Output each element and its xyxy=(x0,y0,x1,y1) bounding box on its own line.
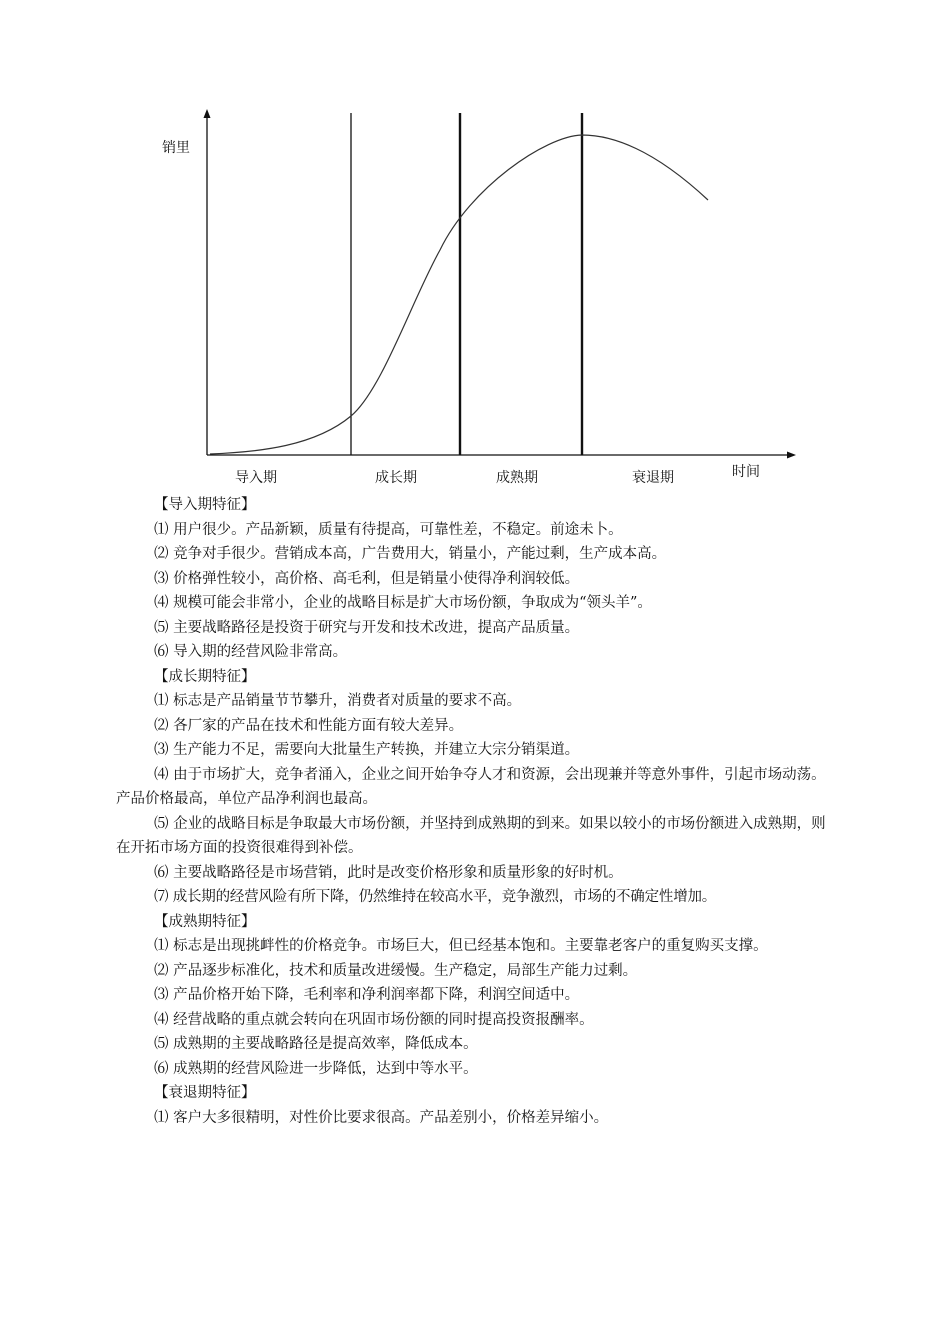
stage-label-intro: 导入期 xyxy=(235,470,277,486)
stage-label-growth: 成长期 xyxy=(375,470,417,486)
list-item: ⑸ 企业的战略目标是争取最大市场份额，并坚持到成熟期的到来。如果以较小的市场份额进入成熟期，则在开拓市场方面的投资很难得到补偿。 xyxy=(116,815,826,856)
list-item: ⑴ 用户很少。产品新颖，质量有待提高，可靠性差，不稳定。前途未卜。 xyxy=(154,521,623,538)
list-item: ⑺ 成长期的经营风险有所下降，仍然维持在较高水平，竞争激烈，市场的不确定性增加。 xyxy=(154,889,717,905)
list-item: ⑵ 竞争对手很少。营销成本高，广告费用大，销量小，产能过剩，生产成本高。 xyxy=(154,546,667,562)
section-decline xyxy=(116,1081,838,1130)
list-item: ⑶ 生产能力不足，需要向大批量生产转换，并建立大宗分销渠道。 xyxy=(154,742,580,758)
x-axis-label: 时间 xyxy=(732,464,760,480)
document-body xyxy=(116,493,838,1130)
list-item: ⑴ 标志是产品销量节节攀升，消费者对质量的要求不高。 xyxy=(154,693,522,709)
list-item: ⑹ 成熟期的经营风险进一步降低，达到中等水平。 xyxy=(154,1060,478,1077)
list-item: ⑷ 规模可能会非常小，企业的战略目标是扩大市场份额，争取成为“领头羊”。 xyxy=(154,595,652,611)
list-item: ⑴ 客户大多很精明，对性价比要求很高。产品差别小，价格差异缩小。 xyxy=(154,1109,609,1126)
section-growth xyxy=(116,665,838,910)
list-item: ⑶ 产品价格开始下降，毛利率和净利润率都下降，利润空间适中。 xyxy=(154,987,580,1003)
list-item: ⑴ 标志是出现挑衅性的价格竞争。市场巨大，但已经基本饱和。主要靠老客户的重复购买支撑。 xyxy=(154,938,768,954)
list-item: ⑵ 产品逐步标准化，技术和质量改进缓慢。生产稳定，局部生产能力过剩。 xyxy=(154,962,638,979)
list-item: ⑶ 价格弹性较小，高价格、高毛利，但是销量小使得净利润较低。 xyxy=(154,570,580,587)
product-life-cycle-figure xyxy=(150,100,810,490)
list-item: ⑷ 经营战略的重点就会转向在巩固市场份额的同时提高投资报酬率。 xyxy=(154,1011,594,1028)
y-axis-arrow xyxy=(204,109,211,118)
section-heading: 【衰退期特征】 xyxy=(154,1085,256,1101)
x-axis-arrow xyxy=(787,452,796,459)
life-cycle-diagram xyxy=(150,100,810,490)
y-axis-label: 销里 xyxy=(162,140,190,156)
section-intro xyxy=(116,493,838,665)
section-heading: 【成熟期特征】 xyxy=(154,913,256,930)
list-item: ⑹ 主要战略路径是市场营销，此时是改变价格形象和质量形象的好时机。 xyxy=(154,864,623,881)
list-item: ⑵ 各厂家的产品在技术和性能方面有较大差异。 xyxy=(154,717,464,734)
section-maturity xyxy=(116,910,838,1082)
stage-label-maturity: 成熟期 xyxy=(496,470,538,486)
list-item: ⑸ 主要战略路径是投资于研究与开发和技术改进，提高产品质量。 xyxy=(154,619,580,636)
list-item: ⑷ 由于市场扩大，竞争者涌入，企业之间开始争夺人才和资源，会出现兼并等意外事件，引起市场动荡。产品价格最高，单位产品净利润也最高。 xyxy=(116,766,826,807)
list-item: ⑹ 导入期的经营风险非常高。 xyxy=(154,644,348,660)
section-heading: 【成长期特征】 xyxy=(154,668,256,685)
section-heading: 【导入期特征】 xyxy=(154,497,256,513)
list-item: ⑸ 成熟期的主要战略路径是提高效率，降低成本。 xyxy=(154,1036,478,1052)
stage-label-decline: 衰退期 xyxy=(632,470,674,486)
